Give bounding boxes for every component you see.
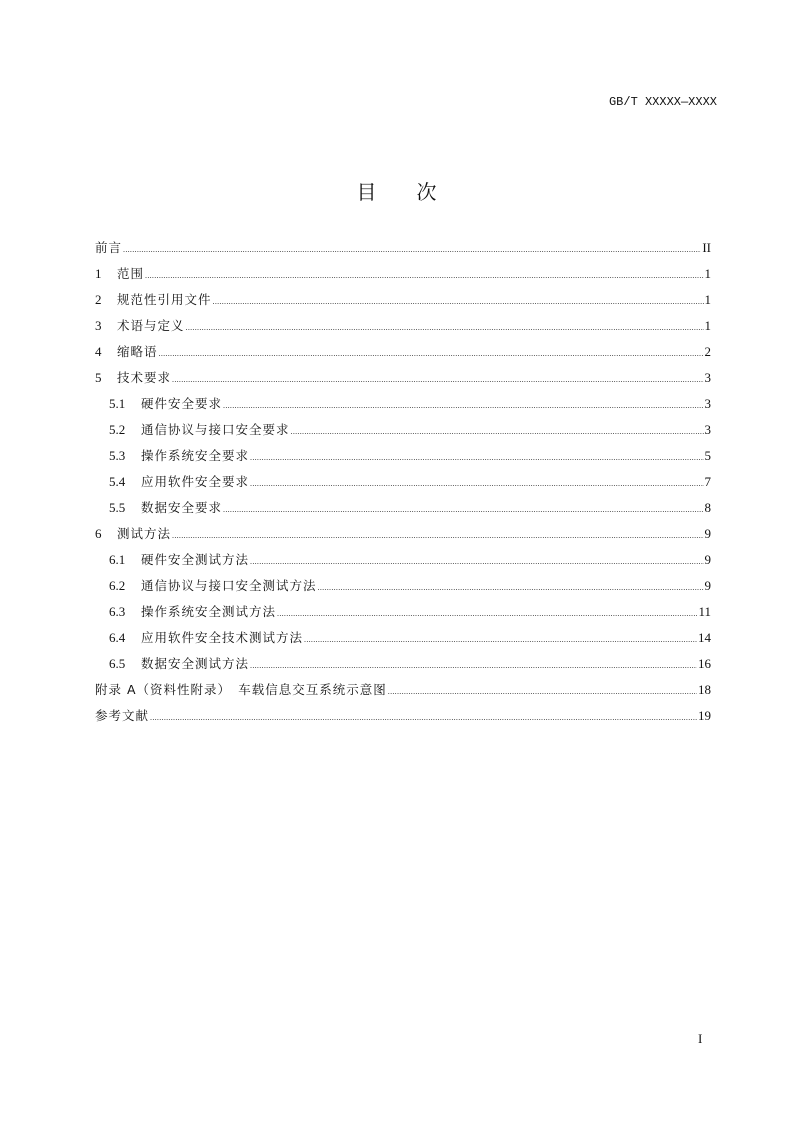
toc-entry[interactable] [95, 368, 711, 394]
toc-entry[interactable] [95, 602, 711, 628]
toc-entry-number: 6.4 [109, 630, 126, 645]
dot-leader [318, 578, 704, 598]
toc-entry[interactable] [95, 576, 711, 602]
toc-entry-page: II [702, 240, 711, 255]
toc-entry[interactable] [95, 472, 711, 498]
toc-entry-number: 6.2 [109, 578, 126, 593]
toc-entry-page: 3 [704, 370, 711, 385]
dot-leader [291, 422, 704, 442]
dot-leader [388, 682, 697, 702]
table-of-contents [95, 238, 711, 732]
toc-entry[interactable] [95, 394, 711, 420]
toc-entry-label: 前言 [95, 240, 123, 255]
toc-entry[interactable] [95, 316, 711, 342]
dot-leader [250, 656, 697, 676]
toc-entry-label: 数据安全要求 [141, 500, 223, 515]
dot-leader [223, 396, 703, 416]
toc-entry-page: 18 [698, 682, 711, 697]
toc-entry-label: 应用软件安全要求 [141, 474, 250, 489]
dot-leader [250, 448, 703, 468]
toc-entry-number: 6 [95, 526, 102, 541]
toc-entry-label: 硬件安全要求 [141, 396, 223, 411]
dot-leader [172, 526, 703, 546]
toc-entry-number: 6.3 [109, 604, 126, 619]
toc-entry-number: 4 [95, 344, 102, 359]
standard-code: GB/T XXXXX—XXXX [608, 95, 717, 109]
toc-entry-page: 3 [704, 422, 711, 437]
toc-entry-page: 9 [704, 552, 711, 567]
toc-entry-page: 19 [698, 708, 711, 723]
toc-entry[interactable] [95, 290, 711, 316]
toc-entry-label: 范围 [117, 266, 145, 281]
toc-entry[interactable] [95, 680, 711, 706]
toc-entry[interactable] [95, 342, 711, 368]
toc-entry-page: 3 [704, 396, 711, 411]
toc-entry[interactable] [95, 420, 711, 446]
toc-entry-label: 参考文献 [95, 708, 150, 723]
dot-leader [186, 318, 704, 338]
toc-entry-number: 5.5 [109, 500, 126, 515]
dot-leader [145, 266, 703, 286]
toc-entry[interactable] [95, 654, 711, 680]
page-number: I [698, 1031, 703, 1046]
dot-leader [150, 708, 697, 728]
toc-entry-label: 附录 A（资料性附录） 车载信息交互系统示意图 [95, 682, 387, 697]
toc-entry-label: 规范性引用文件 [117, 292, 212, 307]
toc-entry-label: 应用软件安全技术测试方法 [141, 630, 304, 645]
toc-entry-number: 5.1 [109, 396, 126, 411]
toc-entry-label: 缩略语 [117, 344, 158, 359]
toc-entry-label: 硬件安全测试方法 [141, 552, 250, 567]
dot-leader [277, 604, 697, 624]
toc-entry-number: 1 [95, 266, 102, 281]
toc-entry-page: 2 [704, 344, 711, 359]
toc-entry-number: 5.3 [109, 448, 126, 463]
toc-entry-number: 2 [95, 292, 102, 307]
toc-entry-page: 1 [704, 318, 711, 333]
toc-entry-number: 5 [95, 370, 102, 385]
toc-entry-number: 6.1 [109, 552, 126, 567]
toc-entry[interactable] [95, 264, 711, 290]
toc-entry-page: 7 [704, 474, 711, 489]
dot-leader [250, 474, 703, 494]
dot-leader [304, 630, 697, 650]
toc-entry-page: 9 [704, 526, 711, 541]
toc-entry[interactable] [95, 498, 711, 524]
toc-entry[interactable] [95, 550, 711, 576]
toc-entry-page: 1 [704, 266, 711, 281]
dot-leader [223, 500, 703, 520]
toc-entry-page: 5 [704, 448, 711, 463]
toc-entry-number: 6.5 [109, 656, 126, 671]
page-title: 目次 [356, 180, 477, 204]
toc-entry-page: 16 [698, 656, 711, 671]
toc-entry[interactable] [95, 446, 711, 472]
toc-entry-number: 5.2 [109, 422, 126, 437]
toc-entry-page: 8 [704, 500, 711, 515]
toc-entry-label: 数据安全测试方法 [141, 656, 250, 671]
toc-entry-page: 11 [698, 604, 711, 619]
toc-entry-page: 1 [704, 292, 711, 307]
toc-entry[interactable] [95, 628, 711, 654]
toc-entry-label: 测试方法 [117, 526, 172, 541]
toc-entry-label: 操作系统安全测试方法 [141, 604, 277, 619]
toc-entry-page: 14 [698, 630, 711, 645]
toc-entry-number: 3 [95, 318, 102, 333]
toc-entry-label: 通信协议与接口安全要求 [141, 422, 290, 437]
dot-leader [172, 370, 703, 390]
toc-entry-number: 5.4 [109, 474, 126, 489]
toc-entry[interactable] [95, 238, 711, 264]
toc-entry[interactable] [95, 524, 711, 550]
toc-entry-label: 通信协议与接口安全测试方法 [141, 578, 317, 593]
toc-entry-page: 9 [704, 578, 711, 593]
dot-leader [159, 344, 704, 364]
toc-entry[interactable] [95, 706, 711, 732]
dot-leader [123, 240, 701, 260]
toc-entry-label: 术语与定义 [117, 318, 185, 333]
toc-entry-label: 技术要求 [117, 370, 172, 385]
dot-leader [213, 292, 704, 312]
toc-entry-label: 操作系统安全要求 [141, 448, 250, 463]
dot-leader [250, 552, 703, 572]
